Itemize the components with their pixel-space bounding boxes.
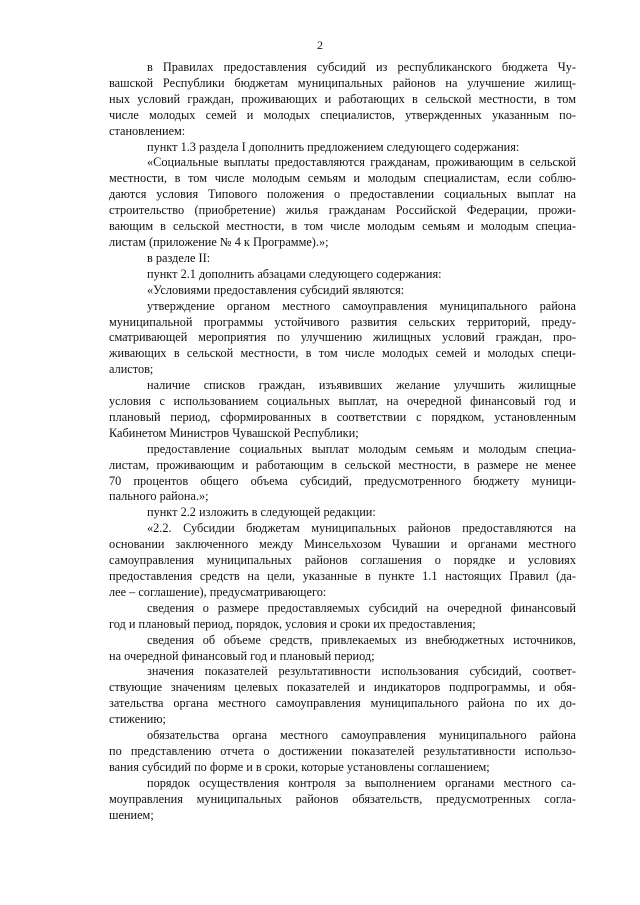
- text-line: сведения об объеме средств, привлекаемых из внебюджетных источников,: [147, 632, 576, 647]
- text-line: шением;: [109, 807, 154, 822]
- paragraph: [109, 776, 576, 824]
- paragraph: [109, 60, 576, 140]
- text-line: вающим в сельской местности, в том числе молодым семьям и молодым специа-: [109, 219, 576, 234]
- text-line: порядок осуществления контроля за выполнением органами местного са-: [147, 775, 576, 790]
- text-line: муниципальной программы устойчивого развития сельских территорий, преду-: [109, 314, 576, 329]
- paragraph: [109, 299, 576, 379]
- text-line: самоуправления муниципальных районов соглашения о порядке и условиях: [109, 553, 576, 568]
- paragraph: [109, 521, 576, 601]
- paragraph: [109, 442, 576, 506]
- text-line: пункт 1.3 раздела I дополнить предложением следующего содержания:: [147, 139, 520, 154]
- text-line: предоставления средств на цели, указанные в пункте 1.1 настоящих Правил (да-: [109, 569, 576, 583]
- paragraph: [109, 267, 576, 283]
- paragraph: [109, 728, 576, 776]
- text-line: сматривающей мероприятия по улучшению жилищных условий граждан, про-: [109, 330, 576, 345]
- paragraph: [109, 601, 576, 633]
- text-line: даются условия Типового положения о предоставлении социальных выплат на: [109, 187, 576, 202]
- text-line: местности, в том числе молодым семьям и молодым специалистам, если соблю-: [109, 171, 576, 186]
- text-line: предоставление социальных выплат молодым семьям и молодым специа-: [147, 441, 576, 456]
- text-line: ных условий граждан, проживающих и работающих в сельской местности, в том: [109, 91, 576, 106]
- paragraph: [109, 505, 576, 521]
- text-line: вания субсидий по форме и в сроки, которые установлены соглашением;: [109, 759, 490, 774]
- text-line: числе молодых семей и молодых специалистов, утвержденных указанным по-: [109, 107, 576, 122]
- text-line: Кабинетом Министров Чувашской Республики;: [109, 425, 359, 440]
- text-line: 70 процентов общего объема субсидий, предусмотренного бюджету муници-: [109, 473, 576, 488]
- paragraph: [109, 155, 576, 250]
- text-line: вашской Республики бюджетам муниципальных районов на улучшение жилищ-: [109, 75, 576, 90]
- text-line: стижению;: [109, 712, 166, 727]
- text-line: пункт 2.1 дополнить абзацами следующего содержания:: [147, 266, 442, 281]
- text-line: утверждение органом местного самоуправления муниципального района: [147, 298, 576, 313]
- text-line: условия с использованием социальных выплат, на очередной финансовый год и: [109, 394, 576, 409]
- text-line: алистов;: [109, 362, 154, 377]
- text-line: ствующие значениям целевых показателей и индикаторов подпрограммы, и обя-: [109, 680, 576, 695]
- text-line: «Условиями предоставления субсидий являются:: [147, 282, 405, 297]
- text-line: пункт 2.2 изложить в следующей редакции:: [147, 505, 376, 520]
- text-line: лее – соглашение), предусматривающего:: [109, 584, 327, 599]
- text-line: листам (приложение № 4 к Программе).»;: [109, 234, 329, 249]
- text-line: наличие списков граждан, изъявивших желание улучшить жилищные: [147, 378, 576, 393]
- paragraph: [109, 283, 576, 299]
- text-line: сведения о размере предоставляемых субсидий на очередной финансовый: [147, 600, 576, 615]
- text-line: плановый период, сформированных в соответствии с порядком, установленным: [109, 409, 576, 424]
- paragraph: [109, 251, 576, 267]
- text-line: пального района.»;: [109, 489, 209, 504]
- text-line: «2.2. Субсидии бюджетам муниципальных районов предоставляются на: [147, 521, 576, 536]
- text-line: на очередной финансовый год и плановый период;: [109, 648, 375, 663]
- text-line: значения показателей результативности использования субсидий, соответ-: [147, 664, 576, 679]
- text-line: обязательства органа местного самоуправления муниципального района: [147, 728, 576, 743]
- paragraph: [109, 140, 576, 156]
- paragraph: [109, 633, 576, 665]
- text-line: основании заключенного между Минсельхозом Чувашии и органами местного: [109, 537, 576, 552]
- text-line: становлением:: [109, 123, 186, 138]
- text-line: в Правилах предоставления субсидий из республиканского бюджета Чу-: [147, 60, 576, 74]
- text-line: год и плановый период, порядок, условия и сроки их предоставления;: [109, 616, 476, 631]
- text-line: «Социальные выплаты предоставляются гражданам, проживающим в сельской: [147, 155, 576, 170]
- text-line: строительство (приобретение) жилья гражданам Российской Федерации, прожи-: [109, 203, 576, 218]
- text-line: зательства органа местного самоуправления муниципального района по их до-: [109, 696, 576, 711]
- paragraph: [109, 664, 576, 728]
- paragraph: [109, 378, 576, 442]
- text-line: моуправления муниципальных районов обязательств, предусмотренных согла-: [109, 791, 576, 806]
- text-line: листам, проживающим и работающим в сельской местности, в размере не менее: [109, 457, 576, 472]
- text-line: живающих в сельской местности, в том числе молодых семей и молодых специ-: [109, 346, 576, 361]
- text-line: в разделе II:: [147, 250, 211, 265]
- document-body: [109, 60, 576, 824]
- text-line: по представлению отчета о достижении показателей результативности использо-: [109, 743, 576, 758]
- page-number: 2: [317, 38, 323, 52]
